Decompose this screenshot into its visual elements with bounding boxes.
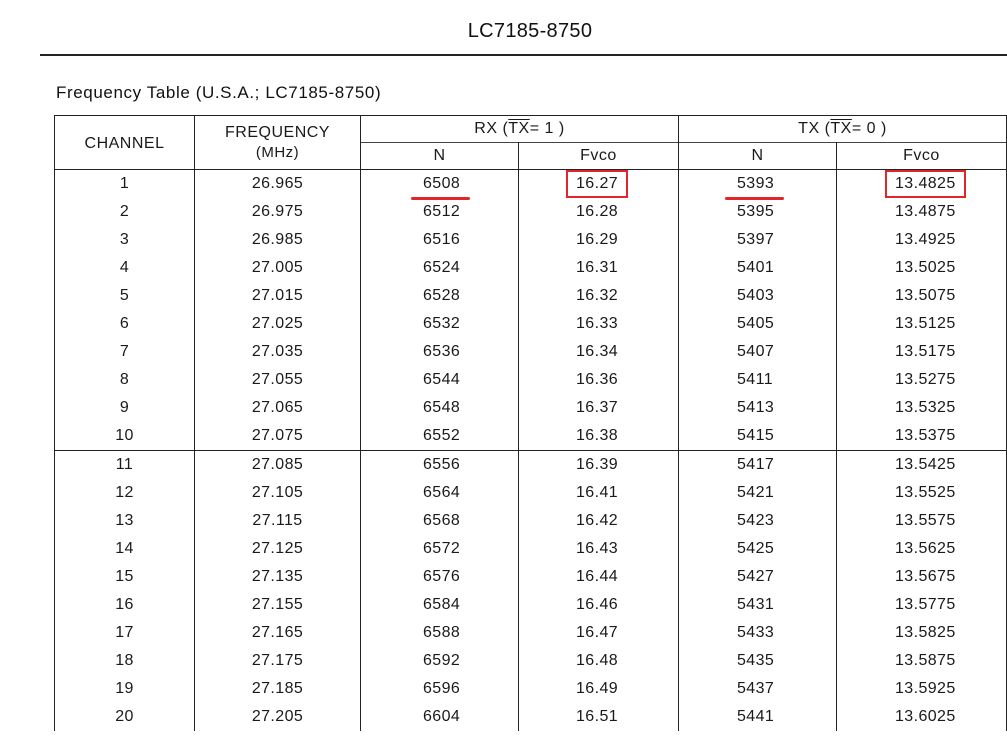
tx-fvco-cell-value: 13.4925 [895,231,956,248]
rx-fvco-cell-value: 16.28 [576,203,619,220]
channel-cell [55,703,195,731]
rx-n-cell-value: 6584 [423,596,461,613]
rx-group-header [361,116,679,143]
table-row [55,366,1007,394]
rx-n-cell-value: 6588 [423,624,461,641]
rx-n-cell [361,422,519,451]
table-row [55,619,1007,647]
rx-n-highlight-underline: 6508 [423,170,460,198]
tx-n-cell [679,619,837,647]
tx-fvco-cell-value: 13.5275 [895,371,956,388]
frequency-cell [195,591,361,619]
channel-cell [55,507,195,535]
header-rule [40,54,1007,56]
tx-n-cell [679,338,837,366]
tx-fvco-cell-value: 13.6025 [895,708,956,725]
rx-n-cell-value: 6576 [423,568,461,585]
rx-fvco-cell-value: 16.41 [576,484,619,501]
tx-n-cell [679,422,837,451]
channel-cell-value: 4 [119,259,130,276]
rx-fvco-cell-value: 16.36 [576,371,619,388]
frequency-cell-value: 27.185 [251,680,304,697]
channel-cell-value: 1 [119,175,130,192]
tx-n-cell [679,507,837,535]
table-row [55,563,1007,591]
channel-cell-value: 20 [115,708,134,725]
tx-n-cell [679,647,837,675]
rx-fvco-highlight-box: 16.27 [566,170,628,198]
rx-n-cell [361,310,519,338]
tx-fvco-cell [837,647,1007,675]
rx-n-cell [361,170,519,199]
rx-fvco-cell-value: 16.48 [576,652,619,669]
frequency-cell-value: 27.105 [251,484,304,501]
frequency-cell-value: 27.065 [251,399,304,416]
rx-n-cell-value: 6592 [423,652,461,669]
tx-n-highlight-underline: 5393 [737,170,774,198]
rx-fvco-cell [519,254,679,282]
rx-fvco-cell-value: 16.47 [576,624,619,641]
rx-fvco-cell-value: 16.31 [576,259,619,276]
rx-fvco-cell-value: 16.29 [576,231,619,248]
rx-n-cell [361,675,519,703]
tx-fvco-cell [837,563,1007,591]
rx-fvco-cell [519,338,679,366]
rx-prefix: RX ( [474,120,509,137]
rx-n-cell-value: 6596 [423,680,461,697]
rx-fvco-cell [519,675,679,703]
rx-fvco-cell-value: 16.38 [576,427,619,444]
tx-fvco-cell [837,451,1007,480]
frequency-cell [195,198,361,226]
table-row [55,451,1007,480]
channel-cell-value: 11 [115,456,134,473]
channel-cell-value: 5 [119,287,130,304]
frequency-cell [195,394,361,422]
frequency-cell-value: 26.985 [251,231,304,248]
tx-fvco-cell [837,535,1007,563]
channel-cell [55,338,195,366]
rx-n-cell [361,366,519,394]
channel-cell-value: 10 [115,427,134,444]
channel-cell [55,394,195,422]
frequency-cell [195,703,361,731]
frequency-cell-value: 27.075 [251,427,304,444]
rx-fvco-cell [519,563,679,591]
tx-n-cell [679,282,837,310]
frequency-cell-value: 27.055 [251,371,304,388]
frequency-cell-value: 27.155 [251,596,304,613]
channel-header: CHANNEL [55,116,195,170]
tx-fvco-cell-value: 13.5775 [895,596,956,613]
tx-n-cell [679,198,837,226]
table-body [55,170,1007,732]
table-row [55,507,1007,535]
rx-n-cell [361,591,519,619]
rx-n-header: N [361,143,519,170]
table-row [55,310,1007,338]
rx-fvco-cell-value: 16.33 [576,315,619,332]
rx-n-cell-value: 6548 [423,399,461,416]
table-row [55,647,1007,675]
rx-fvco-cell-value: 16.34 [576,343,619,360]
frequency-cell [195,535,361,563]
rx-fvco-cell [519,226,679,254]
rx-suffix: = 1 ) [529,120,565,137]
rx-fvco-cell [519,422,679,451]
table-row [55,254,1007,282]
rx-n-cell-value: 6544 [423,371,461,388]
tx-fvco-cell-value: 13.5325 [895,399,956,416]
rx-fvco-cell-value: 16.39 [576,456,619,473]
tx-n-cell-value: 5405 [737,315,775,332]
tx-prefix: TX ( [798,120,831,137]
frequency-cell [195,422,361,451]
tx-fvco-cell-value: 13.5075 [895,287,956,304]
tx-fvco-cell-value: 13.5525 [895,484,956,501]
tx-fvco-cell [837,338,1007,366]
frequency-cell [195,338,361,366]
frequency-cell-value: 27.205 [251,708,304,725]
rx-n-cell [361,198,519,226]
tx-fvco-cell [837,591,1007,619]
tx-n-cell [679,366,837,394]
channel-cell [55,310,195,338]
rx-n-cell-value: 6528 [423,287,461,304]
frequency-table [54,115,1007,731]
rx-fvco-cell [519,647,679,675]
tx-fvco-cell-value: 13.5875 [895,652,956,669]
tx-fvco-cell [837,703,1007,731]
tx-n-cell-value: 5431 [737,596,775,613]
table-row [55,703,1007,731]
tx-n-cell [679,254,837,282]
rx-fvco-cell [519,394,679,422]
tx-n-cell-value: 5413 [737,399,775,416]
channel-cell-value: 7 [119,343,130,360]
tx-fvco-cell-value: 13.5425 [895,456,956,473]
channel-cell-value: 17 [115,624,134,641]
table-row [55,422,1007,451]
table-row [55,394,1007,422]
tx-n-cell-value: 5415 [737,427,775,444]
tx-n-cell-value: 5421 [737,484,775,501]
frequency-cell-value: 26.975 [251,203,304,220]
rx-n-cell-value: 6572 [423,540,461,557]
rx-fvco-cell [519,170,679,199]
tx-n-cell-value: 5397 [737,231,775,248]
channel-cell [55,619,195,647]
rx-fvco-cell-value: 16.49 [576,680,619,697]
tx-fvco-cell-value: 13.5375 [895,427,956,444]
tx-n-cell [679,703,837,731]
tx-n-cell [679,591,837,619]
frequency-unit: (MHz) [255,144,300,161]
rx-n-cell [361,619,519,647]
channel-cell-value: 13 [115,512,134,529]
tx-n-cell [679,170,837,199]
rx-n-cell-value: 6556 [423,456,461,473]
frequency-header-label: FREQUENCY [225,124,330,141]
tx-fvco-cell-value: 13.5025 [895,259,956,276]
tx-n-cell-value: 5433 [737,624,775,641]
rx-fvco-cell [519,366,679,394]
tx-fvco-cell [837,479,1007,507]
rx-n-cell [361,282,519,310]
rx-fvco-cell-value: 16.32 [576,287,619,304]
tx-suffix: = 0 ) [851,120,887,137]
rx-n-cell [361,451,519,480]
tx-fvco-cell [837,366,1007,394]
rx-fvco-cell [519,282,679,310]
frequency-cell [195,647,361,675]
table-row [55,535,1007,563]
tx-fvco-cell-value: 13.5575 [895,512,956,529]
tx-n-cell-value: 5423 [737,512,775,529]
tx-n-cell-value: 5437 [737,680,775,697]
tx-fvco-cell-value: 13.4875 [895,203,956,220]
frequency-cell [195,451,361,480]
rx-n-cell [361,226,519,254]
frequency-cell [195,675,361,703]
rx-n-cell-value: 6564 [423,484,461,501]
channel-cell [55,366,195,394]
frequency-cell [195,563,361,591]
rx-fvco-cell [519,198,679,226]
tx-fvco-cell [837,310,1007,338]
channel-cell-value: 3 [119,231,130,248]
rx-fvco-cell-value: 16.44 [576,568,619,585]
tx-fvco-cell-value: 13.5825 [895,624,956,641]
frequency-cell-value: 27.035 [251,343,304,360]
frequency-header [195,116,361,170]
channel-cell [55,479,195,507]
frequency-cell-value: 27.135 [251,568,304,585]
frequency-cell [195,170,361,199]
table-row [55,338,1007,366]
tx-fvco-cell [837,254,1007,282]
channel-cell-value: 16 [115,596,134,613]
tx-n-cell [679,479,837,507]
tx-fvco-cell-value: 13.5175 [895,343,956,360]
channel-cell [55,675,195,703]
tx-fvco-cell [837,507,1007,535]
frequency-cell [195,310,361,338]
rx-fvco-cell-value: 16.46 [576,596,619,613]
table-row [55,226,1007,254]
tx-fvco-cell [837,198,1007,226]
tx-fvco-cell-value: 13.5925 [895,680,956,697]
channel-cell-value: 12 [115,484,134,501]
rx-n-cell [361,254,519,282]
channel-cell-value: 9 [119,399,130,416]
channel-cell-value: 18 [115,652,134,669]
frequency-cell [195,254,361,282]
rx-n-cell-value: 6532 [423,315,461,332]
frequency-cell [195,507,361,535]
tx-n-cell-value: 5407 [737,343,775,360]
tx-group-header [679,116,1007,143]
channel-cell [55,282,195,310]
tx-n-cell-value: 5395 [737,203,775,220]
channel-cell [55,535,195,563]
document-title: LC7185-8750 [467,20,593,42]
tx-n-cell-value: 5403 [737,287,775,304]
tx-n-cell [679,451,837,480]
channel-cell-value: 2 [119,203,130,220]
channel-cell [55,563,195,591]
rx-fvco-cell [519,535,679,563]
rx-n-cell [361,394,519,422]
rx-n-cell [361,479,519,507]
table-row [55,198,1007,226]
tx-fvco-header: Fvco [837,143,1007,170]
frequency-cell-value: 27.085 [251,456,304,473]
rx-tx-overline: $\overline{TX}$ [508,120,530,137]
channel-cell [55,226,195,254]
rx-fvco-cell [519,591,679,619]
rx-fvco-cell [519,310,679,338]
tx-fvco-cell-value: 13.5675 [895,568,956,585]
rx-fvco-cell-value: 16.42 [576,512,619,529]
tx-fvco-cell [837,675,1007,703]
tx-fvco-highlight-box: 13.4825 [885,170,966,198]
rx-n-cell [361,703,519,731]
table-row [55,479,1007,507]
frequency-cell-value: 27.025 [251,315,304,332]
tx-n-cell-value: 5411 [737,371,774,388]
frequency-cell-value: 27.175 [251,652,304,669]
rx-n-cell-value: 6568 [423,512,461,529]
rx-fvco-cell [519,451,679,480]
channel-cell-value: 19 [115,680,134,697]
frequency-cell [195,479,361,507]
rx-n-cell [361,338,519,366]
frequency-cell-value: 27.165 [251,624,304,641]
channel-cell [55,254,195,282]
channel-cell [55,591,195,619]
rx-fvco-cell-value: 16.43 [576,540,619,557]
tx-n-cell-value: 5425 [737,540,775,557]
table-row [55,675,1007,703]
rx-n-cell [361,535,519,563]
rx-n-cell-value: 6552 [423,427,461,444]
channel-cell-value: 14 [115,540,134,557]
tx-n-cell [679,310,837,338]
frequency-cell-value: 27.115 [252,512,303,529]
channel-cell [55,422,195,451]
channel-cell-value: 15 [115,568,134,585]
tx-n-cell-value: 5427 [737,568,775,585]
frequency-cell-value: 26.965 [251,175,304,192]
channel-cell-value: 8 [119,371,130,388]
tx-fvco-cell [837,619,1007,647]
table-caption: Frequency Table (U.S.A.; LC7185-8750) [56,83,382,102]
channel-cell [55,198,195,226]
rx-n-cell-value: 6604 [423,708,461,725]
rx-fvco-cell [519,619,679,647]
frequency-cell-value: 27.015 [251,287,304,304]
tx-n-cell [679,675,837,703]
tx-fvco-cell [837,170,1007,199]
tx-n-cell-value: 5441 [737,708,775,725]
rx-n-cell [361,563,519,591]
tx-fvco-cell-value: 13.5625 [895,540,956,557]
rx-n-cell-value: 6512 [423,203,461,220]
frequency-cell-value: 27.125 [251,540,304,557]
rx-fvco-cell [519,479,679,507]
frequency-cell [195,282,361,310]
channel-cell [55,647,195,675]
tx-n-cell [679,563,837,591]
tx-n-cell-value: 5417 [737,456,775,473]
tx-tx-overline: $\overline{TX}$ [830,120,852,137]
tx-n-header: N [679,143,837,170]
frequency-cell [195,226,361,254]
channel-cell [55,170,195,199]
tx-n-cell-value: 5435 [737,652,775,669]
tx-fvco-cell-value: 13.5125 [895,315,956,332]
tx-fvco-cell [837,282,1007,310]
rx-fvco-cell-value: 16.37 [576,399,619,416]
header-row-main [55,116,1007,143]
table-row [55,170,1007,199]
frequency-cell [195,619,361,647]
frequency-cell [195,366,361,394]
tx-fvco-cell [837,422,1007,451]
rx-fvco-header: Fvco [519,143,679,170]
tx-n-cell [679,535,837,563]
rx-fvco-cell-value: 16.51 [576,708,619,725]
channel-cell-value: 6 [119,315,130,332]
rx-n-cell-value: 6524 [423,259,461,276]
rx-fvco-cell [519,703,679,731]
rx-n-cell-value: 6536 [423,343,461,360]
tx-fvco-cell [837,394,1007,422]
table-row [55,282,1007,310]
rx-fvco-cell [519,507,679,535]
tx-fvco-cell [837,226,1007,254]
rx-n-cell [361,647,519,675]
tx-n-cell-value: 5401 [737,259,775,276]
tx-n-cell [679,226,837,254]
tx-n-cell [679,394,837,422]
channel-cell [55,451,195,480]
table-row [55,591,1007,619]
frequency-cell-value: 27.005 [251,259,304,276]
rx-n-cell-value: 6516 [423,231,461,248]
rx-n-cell [361,507,519,535]
